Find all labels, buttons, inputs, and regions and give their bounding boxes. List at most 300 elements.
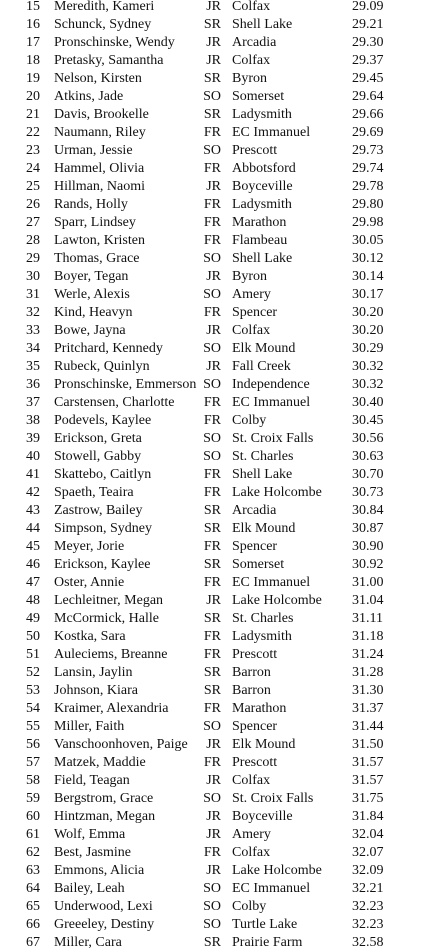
result-row	[0, 466, 443, 484]
result-team: Ladysmith	[232, 197, 292, 212]
result-grade: JR	[206, 737, 221, 752]
result-grade: SR	[203, 557, 221, 572]
result-place: 40	[26, 449, 40, 464]
result-time: 30.29	[352, 341, 384, 356]
result-name: Lechleitner, Megan	[54, 593, 164, 608]
result-name: Atkins, Jade	[54, 89, 124, 104]
result-place: 42	[26, 485, 40, 500]
result-row	[0, 502, 443, 520]
result-time: 30.20	[352, 305, 384, 320]
result-time: 31.11	[352, 611, 383, 626]
result-name: Carstensen, Charlotte	[54, 395, 175, 410]
result-row	[0, 538, 443, 556]
result-name: Miller, Cara	[54, 935, 122, 950]
result-name: Boyer, Tegan	[54, 269, 129, 284]
result-team: EC Immanuel	[232, 575, 311, 590]
result-row	[0, 610, 443, 628]
result-row	[0, 394, 443, 412]
result-time: 31.28	[352, 665, 384, 680]
result-row	[0, 772, 443, 790]
result-name: Lansin, Jaylin	[54, 665, 133, 680]
result-place: 35	[26, 359, 40, 374]
result-place: 24	[26, 161, 40, 176]
result-name: Pronschinske, Emmerson	[54, 377, 197, 392]
result-grade: SO	[203, 791, 221, 806]
result-time: 30.12	[352, 251, 384, 266]
result-place: 16	[26, 17, 40, 32]
result-time: 30.63	[352, 449, 384, 464]
result-row	[0, 736, 443, 754]
result-place: 53	[26, 683, 40, 698]
result-row	[0, 196, 443, 214]
result-row	[0, 142, 443, 160]
result-grade: SO	[203, 251, 221, 266]
result-place: 31	[26, 287, 40, 302]
result-name: Meyer, Jorie	[54, 539, 125, 554]
result-place: 56	[26, 737, 40, 752]
result-team: Colfax	[232, 845, 271, 860]
result-team: Boyceville	[232, 809, 293, 824]
result-name: Vanschoonhoven, Paige	[54, 737, 188, 752]
result-row	[0, 16, 443, 34]
result-time: 29.80	[352, 197, 384, 212]
result-name: Oster, Annie	[54, 575, 125, 590]
result-grade: SR	[203, 503, 221, 518]
result-place: 15	[26, 0, 40, 14]
result-time: 32.04	[352, 827, 384, 842]
result-time: 32.09	[352, 863, 384, 878]
result-place: 39	[26, 431, 40, 446]
result-row	[0, 934, 443, 952]
result-grade: JR	[206, 53, 221, 68]
result-time: 30.73	[352, 485, 384, 500]
result-team: Shell Lake	[232, 17, 293, 32]
result-row	[0, 592, 443, 610]
result-grade: SR	[203, 683, 221, 698]
result-team: Lake Holcombe	[232, 863, 322, 878]
result-place: 63	[26, 863, 40, 878]
result-team: Somerset	[232, 557, 285, 572]
result-team: EC Immanuel	[232, 881, 311, 896]
result-grade: JR	[206, 179, 221, 194]
result-grade: SO	[203, 881, 221, 896]
result-row	[0, 124, 443, 142]
result-grade: SR	[203, 665, 221, 680]
result-name: Hintzman, Megan	[54, 809, 156, 824]
result-row	[0, 232, 443, 250]
result-grade: FR	[203, 233, 221, 248]
result-team: Independence	[232, 377, 310, 392]
result-time: 30.92	[352, 557, 384, 572]
result-time: 30.56	[352, 431, 384, 446]
result-time: 29.64	[352, 89, 384, 104]
result-row	[0, 160, 443, 178]
result-grade: FR	[203, 845, 221, 860]
result-place: 18	[26, 53, 40, 68]
result-grade: SO	[203, 341, 221, 356]
result-grade: FR	[203, 647, 221, 662]
result-name: Underwood, Lexi	[54, 899, 153, 914]
result-place: 55	[26, 719, 40, 734]
result-time: 29.98	[352, 215, 384, 230]
result-row	[0, 448, 443, 466]
result-name: Greeeley, Destiny	[54, 917, 155, 932]
result-name: Miller, Faith	[54, 719, 125, 734]
result-time: 31.18	[352, 629, 384, 644]
result-row	[0, 628, 443, 646]
result-team: Arcadia	[232, 503, 277, 518]
result-name: Bowe, Jayna	[54, 323, 126, 338]
result-place: 59	[26, 791, 40, 806]
result-name: Sparr, Lindsey	[54, 215, 136, 230]
result-name: Field, Teagan	[54, 773, 130, 788]
result-place: 66	[26, 917, 40, 932]
result-grade: JR	[206, 863, 221, 878]
result-grade: SR	[203, 107, 221, 122]
result-team: St. Charles	[232, 449, 294, 464]
result-row	[0, 754, 443, 772]
result-row	[0, 484, 443, 502]
result-grade: JR	[206, 809, 221, 824]
result-name: Rands, Holly	[54, 197, 128, 212]
result-place: 19	[26, 71, 40, 86]
result-grade: SO	[203, 377, 221, 392]
result-row	[0, 844, 443, 862]
result-team: Ladysmith	[232, 629, 292, 644]
result-place: 47	[26, 575, 40, 590]
result-name: Kind, Heavyn	[54, 305, 133, 320]
result-place: 65	[26, 899, 40, 914]
result-name: Pritchard, Kennedy	[54, 341, 163, 356]
result-grade: SO	[203, 899, 221, 914]
result-place: 41	[26, 467, 40, 482]
result-place: 43	[26, 503, 40, 518]
result-row	[0, 808, 443, 826]
result-place: 21	[26, 107, 40, 122]
result-time: 30.05	[352, 233, 384, 248]
result-team: Lake Holcombe	[232, 593, 322, 608]
result-grade: FR	[203, 197, 221, 212]
result-name: Bailey, Leah	[54, 881, 125, 896]
result-grade: SO	[203, 917, 221, 932]
result-place: 67	[26, 935, 40, 950]
result-grade: FR	[203, 305, 221, 320]
result-grade: SO	[203, 89, 221, 104]
result-time: 32.23	[352, 899, 384, 914]
result-row	[0, 358, 443, 376]
result-row	[0, 790, 443, 808]
result-row	[0, 322, 443, 340]
result-team: Flambeau	[232, 233, 288, 248]
result-place: 33	[26, 323, 40, 338]
result-name: Bergstrom, Grace	[54, 791, 154, 806]
result-grade: SR	[203, 71, 221, 86]
result-place: 20	[26, 89, 40, 104]
result-time: 29.37	[352, 53, 384, 68]
result-row	[0, 178, 443, 196]
result-name: Podevels, Kaylee	[54, 413, 152, 428]
result-place: 45	[26, 539, 40, 554]
result-name: Hillman, Naomi	[54, 179, 145, 194]
result-row	[0, 718, 443, 736]
result-grade: JR	[206, 0, 221, 14]
result-place: 51	[26, 647, 40, 662]
result-team: Elk Mound	[232, 737, 296, 752]
result-name: Meredith, Kameri	[54, 0, 155, 14]
result-time: 31.75	[352, 791, 384, 806]
result-grade: FR	[203, 701, 221, 716]
result-time: 31.30	[352, 683, 384, 698]
result-place: 38	[26, 413, 40, 428]
result-time: 29.66	[352, 107, 384, 122]
result-place: 23	[26, 143, 40, 158]
result-name: Urman, Jessie	[54, 143, 133, 158]
result-time: 30.32	[352, 377, 384, 392]
result-row	[0, 376, 443, 394]
result-row	[0, 106, 443, 124]
result-name: Rubeck, Quinlyn	[54, 359, 150, 374]
result-time: 31.04	[352, 593, 384, 608]
result-row	[0, 574, 443, 592]
result-row	[0, 88, 443, 106]
result-grade: SR	[203, 521, 221, 536]
result-team: EC Immanuel	[232, 125, 311, 140]
result-place: 32	[26, 305, 40, 320]
result-team: Colfax	[232, 323, 271, 338]
result-team: Elk Mound	[232, 521, 296, 536]
result-name: Best, Jasmine	[54, 845, 131, 860]
result-grade: SR	[203, 17, 221, 32]
result-grade: SR	[203, 935, 221, 950]
result-place: 49	[26, 611, 40, 626]
result-team: Shell Lake	[232, 251, 293, 266]
result-team: Abbotsford	[232, 161, 296, 176]
result-row	[0, 826, 443, 844]
result-row	[0, 916, 443, 934]
result-name: Lawton, Kristen	[54, 233, 145, 248]
result-team: Amery	[232, 827, 271, 842]
result-row	[0, 862, 443, 880]
result-time: 31.57	[352, 755, 384, 770]
result-grade: FR	[203, 125, 221, 140]
result-time: 31.37	[352, 701, 384, 716]
result-team: Somerset	[232, 89, 285, 104]
result-team: Boyceville	[232, 179, 293, 194]
result-name: Johnson, Kiara	[54, 683, 138, 698]
result-time: 29.73	[352, 143, 384, 158]
result-grade: JR	[206, 773, 221, 788]
result-grade: JR	[206, 269, 221, 284]
result-time: 31.00	[352, 575, 384, 590]
result-place: 29	[26, 251, 40, 266]
result-grade: SO	[203, 449, 221, 464]
result-time: 31.50	[352, 737, 384, 752]
result-place: 36	[26, 377, 40, 392]
result-place: 64	[26, 881, 40, 896]
result-time: 32.07	[352, 845, 384, 860]
result-row	[0, 34, 443, 52]
result-team: Marathon	[232, 701, 287, 716]
result-name: Matzek, Maddie	[54, 755, 146, 770]
result-place: 26	[26, 197, 40, 212]
result-grade: FR	[203, 467, 221, 482]
result-time: 29.30	[352, 35, 384, 50]
result-row	[0, 520, 443, 538]
result-place: 46	[26, 557, 40, 572]
result-row	[0, 412, 443, 430]
result-team: Lake Holcombe	[232, 485, 322, 500]
result-grade: SR	[203, 611, 221, 626]
result-time: 29.78	[352, 179, 384, 194]
result-grade: JR	[206, 323, 221, 338]
result-grade: FR	[203, 539, 221, 554]
result-grade: SO	[203, 287, 221, 302]
result-name: Auleciems, Breanne	[54, 647, 168, 662]
result-time: 32.58	[352, 935, 384, 950]
result-row	[0, 682, 443, 700]
result-grade: SO	[203, 431, 221, 446]
result-grade: FR	[203, 161, 221, 176]
result-grade: FR	[203, 629, 221, 644]
result-place: 17	[26, 35, 40, 50]
result-team: Prairie Farm	[232, 935, 303, 950]
result-row	[0, 898, 443, 916]
result-grade: FR	[203, 575, 221, 590]
result-row	[0, 70, 443, 88]
result-row	[0, 304, 443, 322]
result-team: Spencer	[232, 719, 278, 734]
result-time: 30.87	[352, 521, 384, 536]
result-row	[0, 214, 443, 232]
result-grade: JR	[206, 359, 221, 374]
result-grade: SO	[203, 719, 221, 734]
result-row	[0, 700, 443, 718]
result-time: 30.84	[352, 503, 384, 518]
result-team: Amery	[232, 287, 271, 302]
result-team: Shell Lake	[232, 467, 293, 482]
result-time: 29.69	[352, 125, 384, 140]
result-name: Schunck, Sydney	[54, 17, 152, 32]
result-name: Kraimer, Alexandria	[54, 701, 169, 716]
result-row	[0, 430, 443, 448]
result-team: Colfax	[232, 53, 271, 68]
result-team: St. Charles	[232, 611, 294, 626]
result-team: Arcadia	[232, 35, 277, 50]
result-time: 30.17	[352, 287, 384, 302]
result-grade: FR	[203, 485, 221, 500]
result-place: 28	[26, 233, 40, 248]
result-team: Colby	[232, 413, 267, 428]
result-place: 50	[26, 629, 40, 644]
result-time: 32.21	[352, 881, 384, 896]
result-row	[0, 0, 443, 16]
result-time: 29.09	[352, 0, 384, 14]
result-place: 54	[26, 701, 40, 716]
result-team: EC Immanuel	[232, 395, 311, 410]
result-time: 30.90	[352, 539, 384, 554]
result-team: Prescott	[232, 755, 278, 770]
result-team: Colfax	[232, 773, 271, 788]
result-time: 30.32	[352, 359, 384, 374]
result-team: Barron	[232, 665, 271, 680]
result-place: 22	[26, 125, 40, 140]
result-time: 29.74	[352, 161, 384, 176]
result-grade: JR	[206, 827, 221, 842]
result-place: 44	[26, 521, 40, 536]
result-place: 62	[26, 845, 40, 860]
result-name: Nelson, Kirsten	[54, 71, 142, 86]
result-row	[0, 880, 443, 898]
result-place: 25	[26, 179, 40, 194]
result-name: Thomas, Grace	[54, 251, 140, 266]
result-row	[0, 250, 443, 268]
result-time: 31.84	[352, 809, 384, 824]
result-team: Elk Mound	[232, 341, 296, 356]
result-name: Erickson, Greta	[54, 431, 142, 446]
result-place: 52	[26, 665, 40, 680]
result-grade: SO	[203, 143, 221, 158]
result-name: Naumann, Riley	[54, 125, 146, 140]
result-team: Turtle Lake	[232, 917, 298, 932]
result-place: 37	[26, 395, 40, 410]
result-name: McCormick, Halle	[54, 611, 159, 626]
result-place: 48	[26, 593, 40, 608]
result-team: St. Croix Falls	[232, 791, 314, 806]
result-name: Pretasky, Samantha	[54, 53, 164, 68]
result-team: Barron	[232, 683, 271, 698]
result-grade: JR	[206, 593, 221, 608]
result-name: Simpson, Sydney	[54, 521, 153, 536]
result-grade: JR	[206, 35, 221, 50]
result-row	[0, 340, 443, 358]
result-row	[0, 268, 443, 286]
result-row	[0, 52, 443, 70]
result-name: Kostka, Sara	[54, 629, 126, 644]
result-name: Hammel, Olivia	[54, 161, 145, 176]
result-time: 30.20	[352, 323, 384, 338]
result-team: Byron	[232, 71, 267, 86]
result-name: Zastrow, Bailey	[54, 503, 143, 518]
result-grade: FR	[203, 395, 221, 410]
result-place: 57	[26, 755, 40, 770]
result-row	[0, 286, 443, 304]
result-name: Wolf, Emma	[54, 827, 126, 842]
result-name: Skattebo, Caitlyn	[54, 467, 152, 482]
result-team: Marathon	[232, 215, 287, 230]
result-name: Stowell, Gabby	[54, 449, 142, 464]
result-row	[0, 556, 443, 574]
result-team: Prescott	[232, 143, 278, 158]
result-name: Spaeth, Teaira	[54, 485, 134, 500]
result-team: Colfax	[232, 0, 271, 14]
result-time: 30.40	[352, 395, 384, 410]
result-team: Ladysmith	[232, 107, 292, 122]
result-time: 29.21	[352, 17, 384, 32]
result-place: 34	[26, 341, 40, 356]
result-grade: FR	[203, 215, 221, 230]
result-name: Pronschinske, Wendy	[54, 35, 175, 50]
result-team: Colby	[232, 899, 267, 914]
result-name: Davis, Brookelle	[54, 107, 149, 122]
result-time: 31.44	[352, 719, 384, 734]
result-row	[0, 646, 443, 664]
result-team: Fall Creek	[232, 359, 291, 374]
result-place: 30	[26, 269, 40, 284]
result-time: 29.45	[352, 71, 384, 86]
result-place: 27	[26, 215, 40, 230]
result-team: Spencer	[232, 539, 278, 554]
result-time: 30.45	[352, 413, 384, 428]
